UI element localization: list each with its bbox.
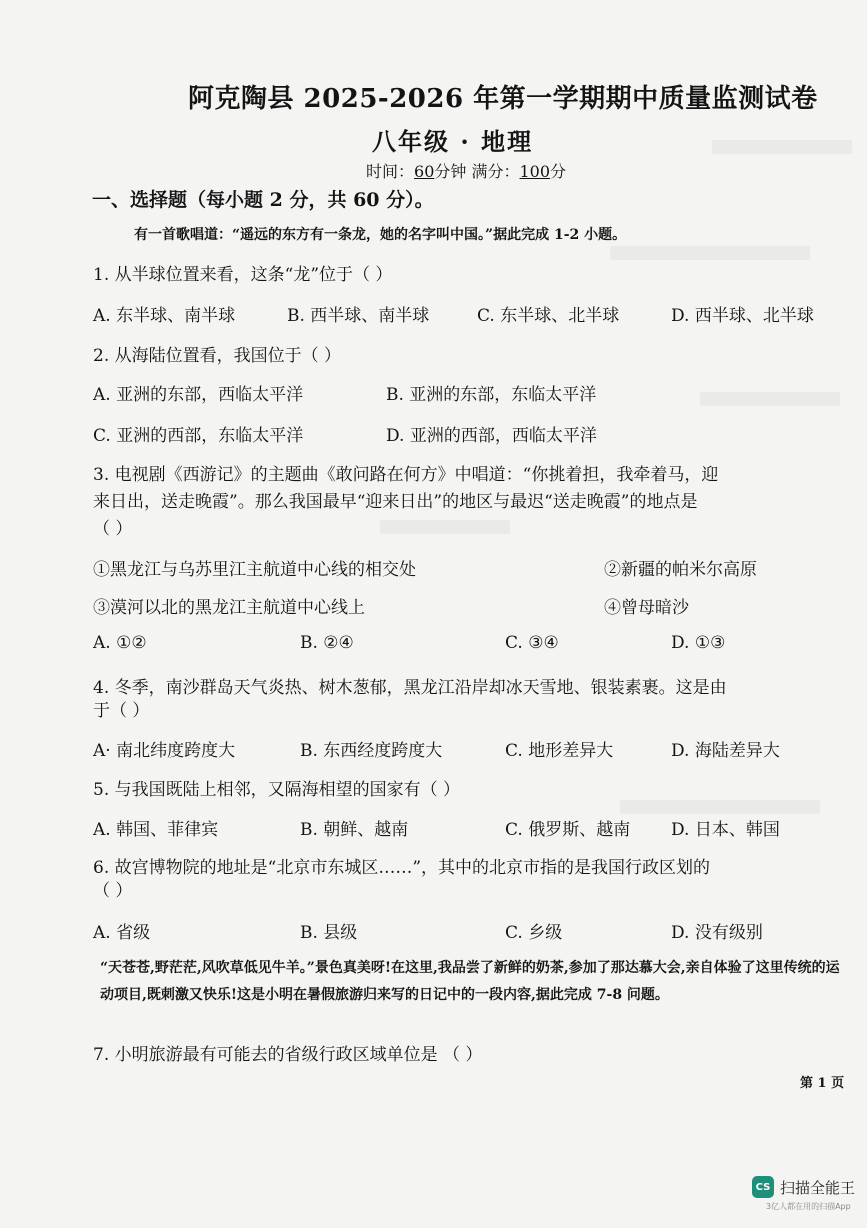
- question-2-option-d: D. 亚洲的西部，西临太平洋: [386, 426, 597, 446]
- score-label: 满分：: [471, 162, 520, 181]
- bleed-through-mark: [610, 246, 810, 260]
- question-3-choice-4: ④曾母暗沙: [604, 598, 689, 618]
- time-label: 时间：: [366, 162, 415, 181]
- exam-time-and-score: [366, 159, 566, 182]
- question-3-stem-line-2: 来日出，送走晚霞”。那么我国最早“迎来日出”的地区与最迟“送走晚霞”的地点是: [93, 492, 698, 512]
- question-6-option-b: B. 县级: [300, 923, 358, 943]
- bleed-through-mark: [620, 800, 820, 814]
- question-6-stem-line-2: （ ）: [93, 881, 133, 901]
- score-value: 100: [519, 162, 551, 181]
- question-5-option-d: D. 日本、韩国: [671, 820, 780, 840]
- bleed-through-mark: [380, 520, 510, 534]
- question-3-choice-3: ③漠河以北的黑龙江主航道中心线上: [93, 598, 365, 618]
- question-6-option-d: D. 没有级别: [671, 923, 763, 943]
- question-2-option-a: A. 亚洲的东部，西临太平洋: [93, 385, 304, 405]
- bleed-through-mark: [700, 392, 840, 406]
- question-2-option-b: B. 亚洲的东部，东临太平洋: [386, 385, 597, 405]
- time-unit: 分钟: [434, 162, 467, 181]
- camscanner-tagline: 3亿人都在用的扫描App: [766, 1202, 851, 1211]
- question-4-option-a: A· 南北纬度跨度大: [93, 741, 236, 761]
- question-3-option-a: A. ①②: [93, 633, 147, 653]
- question-3-option-b: B. ②④: [300, 633, 354, 653]
- page-number: 第 1 页: [800, 1076, 845, 1091]
- question-4-stem-line-2: 于（ ）: [93, 701, 150, 721]
- camscanner-app-name: 扫描全能王: [780, 1178, 856, 1197]
- question-4-option-d: D. 海陆差异大: [671, 741, 780, 761]
- question-5-option-a: A. 韩国、菲律宾: [93, 820, 219, 840]
- question-1-stem: 1. 从半球位置来看，这条“龙”位于（ ）: [93, 265, 393, 285]
- exam-subtitle: 八年级 · 地理: [372, 127, 534, 156]
- camscanner-logo-icon: CS: [752, 1176, 774, 1198]
- question-3-stem-line-1: 3. 电视剧《西游记》的主题曲《敢问路在何方》中唱道：“你挑着担，我牵着马，迎: [93, 465, 719, 485]
- camscanner-watermark: [752, 1176, 855, 1198]
- question-1-option-a: A. 东半球、南半球: [93, 306, 236, 326]
- section-heading: 一、选择题（每小题 2 分，共 60 分）。: [92, 189, 434, 211]
- question-2-option-c: C. 亚洲的西部，东临太平洋: [93, 426, 304, 446]
- question-6-option-a: A. 省级: [93, 923, 151, 943]
- question-4-stem-line-1: 4. 冬季，南沙群岛天气炎热、树木葱郁，黑龙江沿岸却冰天雪地、银装素裹。这是由: [93, 678, 727, 698]
- question-3-choice-2: ②新疆的帕米尔高原: [604, 560, 757, 580]
- score-unit: 分: [550, 162, 567, 181]
- question-3-option-d: D. ①③: [671, 633, 726, 653]
- question-2-stem: 2. 从海陆位置看，我国位于（ ）: [93, 346, 342, 366]
- question-3-option-c: C. ③④: [505, 633, 559, 653]
- question-6-stem-line-1: 6. 故宫博物院的地址是“北京市东城区……”，其中的北京市指的是我国行政区划的: [93, 858, 711, 878]
- question-6-option-c: C. 乡级: [505, 923, 563, 943]
- passage-q7-8: “天苍苍,野茫茫,风吹草低见牛羊。”景色真美呀!在这里,我品尝了新鲜的奶茶,参加了那达慕大会,亲自体验了这里传统的运动项目,既刺激又快乐!这是小明在暑假旅游归来写的日记中的一段内容,据此完成 7-8 问题。: [100, 960, 840, 1003]
- question-3-stem-line-3: （ ）: [93, 519, 133, 539]
- question-1-option-d: D. 西半球、北半球: [671, 306, 814, 326]
- question-4-option-c: C. 地形差异大: [505, 741, 614, 761]
- question-5-stem: 5. 与我国既陆上相邻，又隔海相望的国家有（ ）: [93, 780, 461, 800]
- exam-title: 阿克陶县 2025-2026 年第一学期期中质量监测试卷: [188, 84, 818, 114]
- question-5-option-c: C. 俄罗斯、越南: [505, 820, 631, 840]
- question-7-stem: 7. 小明旅游最有可能去的省级行政区域单位是 （ ）: [93, 1045, 483, 1065]
- question-3-choice-1: ①黑龙江与乌苏里江主航道中心线的相交处: [93, 560, 416, 580]
- question-5-option-b: B. 朝鲜、越南: [300, 820, 409, 840]
- question-1-option-c: C. 东半球、北半球: [477, 306, 620, 326]
- bleed-through-mark: [712, 140, 852, 154]
- intro-q1-2: 有一首歌唱道：“遥远的东方有一条龙，她的名字叫中国。”据此完成 1-2 小题。: [134, 227, 627, 243]
- question-4-option-b: B. 东西经度跨度大: [300, 741, 443, 761]
- question-1-option-b: B. 西半球、南半球: [287, 306, 430, 326]
- time-value: 60: [414, 162, 435, 181]
